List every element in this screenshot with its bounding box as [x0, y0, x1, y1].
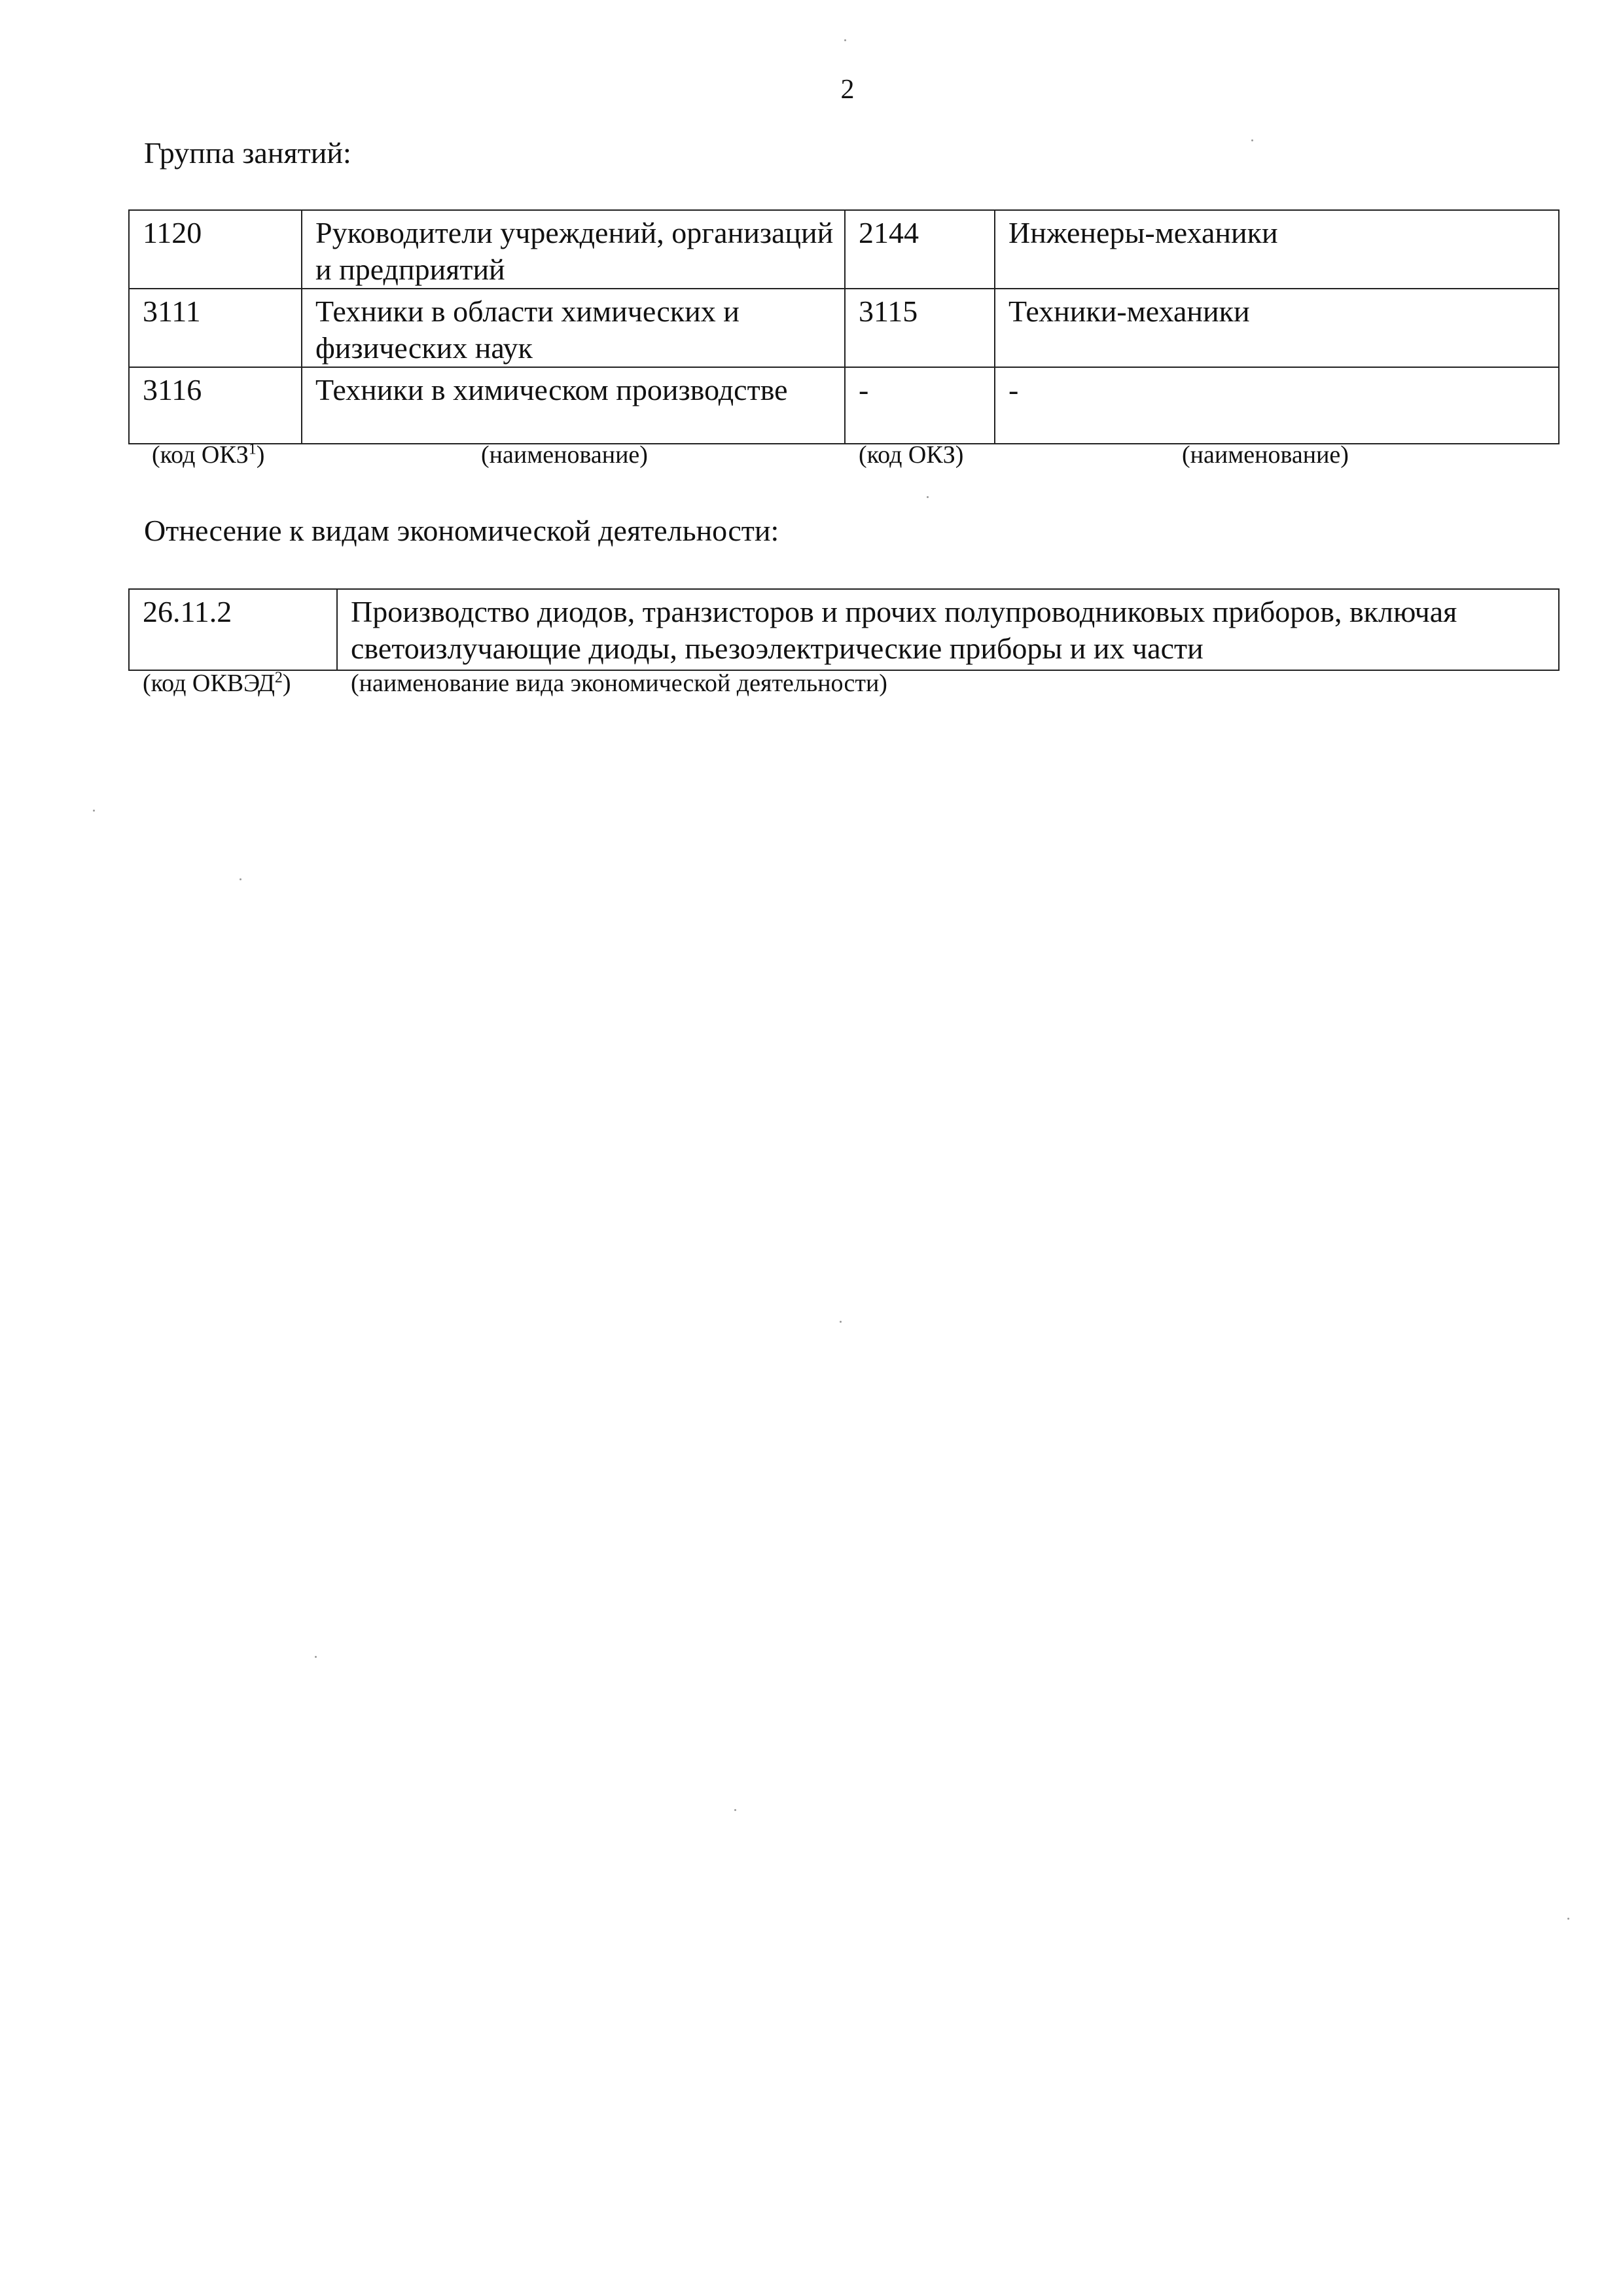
table-row — [129, 589, 1559, 670]
economic-activity-table — [128, 588, 1560, 671]
okz-name-cell: - — [995, 367, 1559, 444]
okz-code-caption-text: (код ОКЗ — [152, 441, 249, 469]
economic-activity-heading: Отнесение к видам экономической деятельности: — [144, 514, 779, 547]
okz-code-cell: 3116 — [129, 367, 302, 444]
caption-close-paren: ) — [256, 441, 265, 469]
okz-code-cell: 2144 — [845, 210, 995, 289]
table-row — [129, 367, 1559, 444]
okz-name-cell: Техники-механики — [995, 289, 1559, 367]
okz-name-cell: Техники в химическом производстве — [302, 367, 845, 444]
okved-code-caption — [143, 669, 291, 698]
scan-speck — [840, 1321, 842, 1323]
scan-speck — [734, 1809, 736, 1811]
okved-name-caption: (наименование вида экономической деятельности) — [351, 670, 887, 697]
okved-code-caption-text: (код ОКВЭД — [143, 670, 275, 697]
footnote-marker: 2 — [274, 669, 283, 687]
table-row — [129, 289, 1559, 367]
okz-code-cell: 3111 — [129, 289, 302, 367]
okz-code-cell: 3115 — [845, 289, 995, 367]
footnote-marker: 1 — [248, 440, 257, 458]
scan-speck — [93, 810, 95, 812]
scan-speck — [240, 878, 241, 880]
okz-name-cell: Техники в области химических и физических наук — [302, 289, 845, 367]
scan-speck — [927, 496, 929, 498]
okved-name-cell: Производство диодов, транзисторов и прочих полупроводниковых приборов, включая светоизлучающие диоды, пьезоэлектрические приборы и их части — [337, 589, 1559, 670]
scan-speck — [844, 39, 846, 41]
okz-name-cell: Инженеры-механики — [995, 210, 1559, 289]
occupation-group-table — [128, 209, 1560, 444]
scan-speck — [315, 1656, 317, 1658]
okz-code-cell: 1120 — [129, 210, 302, 289]
page-number: 2 — [840, 75, 855, 105]
table-row — [129, 210, 1559, 289]
okz-code-caption — [152, 440, 264, 469]
scan-speck — [1251, 139, 1253, 141]
okz-name-caption: (наименование) — [481, 441, 648, 469]
okz-code-cell: - — [845, 367, 995, 444]
okz-code-caption-2: (код ОКЗ) — [859, 441, 964, 469]
caption-close-paren: ) — [282, 670, 291, 697]
okz-name-caption-2: (наименование) — [1182, 441, 1349, 469]
scan-speck — [1567, 1918, 1569, 1920]
okz-name-cell: Руководители учреждений, организаций и предприятий — [302, 210, 845, 289]
okved-code-cell: 26.11.2 — [129, 589, 337, 670]
occupation-group-heading: Группа занятий: — [144, 136, 351, 170]
